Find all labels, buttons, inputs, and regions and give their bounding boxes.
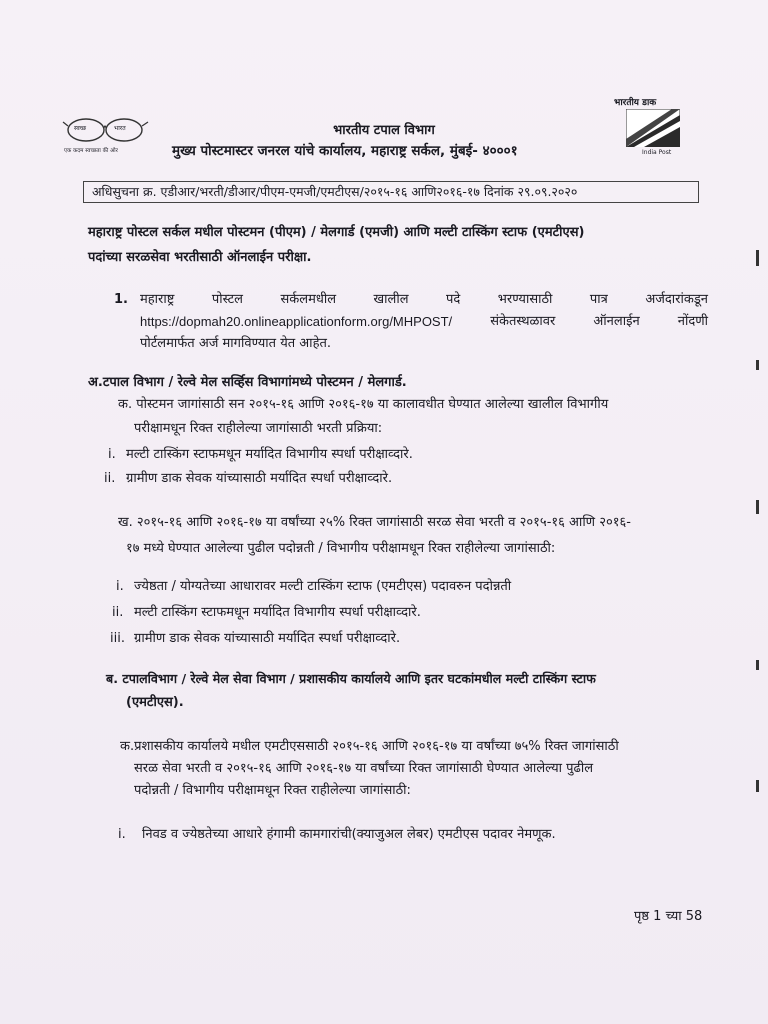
section-b-heading-line-2: (एमटीएस). bbox=[126, 695, 184, 710]
list-item-number: i. bbox=[118, 827, 126, 842]
point-1-word: भरण्यासाठी bbox=[497, 292, 553, 307]
point-1-number: 1. bbox=[114, 292, 128, 307]
point-1-word: महाराष्ट्र bbox=[140, 292, 175, 307]
emblem-text-left: स्वच्छ bbox=[74, 125, 87, 132]
section-a-ka-line-2: परीक्षामधून रिक्त राहीलेल्या जागांसाठी भरती प्रक्रिया: bbox=[134, 421, 383, 436]
point-1-word: सर्कलमधील bbox=[280, 292, 337, 307]
point-1-word: नोंदणी bbox=[677, 314, 708, 329]
scan-edge-marks bbox=[756, 240, 760, 840]
office-heading: मुख्य पोस्टमास्टर जनरल यांचे कार्यालय, महाराष्ट्र सर्कल, मुंबई- ४०००१ bbox=[172, 143, 518, 159]
logo-text-bottom: India Post bbox=[642, 149, 672, 156]
section-a-ka-line-1: क. पोस्टमन जागांसाठी सन २०१५-१६ आणि २०१६-१७ या कालावधीत घेण्यात आलेल्या खालील विभागीय bbox=[118, 397, 609, 412]
registration-url-link[interactable]: https://dopmah20.onlineapplicationform.org/MHPOST/ bbox=[140, 314, 453, 329]
point-1-word: पोस्टल bbox=[211, 292, 243, 307]
point-1-line-1 bbox=[140, 291, 708, 309]
point-1-word: संकेतस्थळावर bbox=[490, 314, 556, 329]
logo-text-top: भारतीय डाक bbox=[614, 98, 657, 108]
list-item-text: मल्टी टास्किंग स्टाफमधून मर्यादित विभागीय स्पर्धा परीक्षाव्दारे. bbox=[126, 447, 413, 462]
point-1-word: पात्र bbox=[589, 292, 608, 307]
list-item-number: iii. bbox=[110, 631, 125, 646]
section-b-heading-line-1: ब. टपालविभाग / रेल्वे मेल सेवा विभाग / प्रशासकीय कार्यालये आणि इतर घटकांमधील मल्टी टास्किंग स्टाफ bbox=[106, 671, 596, 686]
list-item-number: ii. bbox=[112, 605, 124, 620]
notice-reference-box: अधिसुचना क्र. एडीआर/भरती/डीआर/पीएम-एमजी/एमटीएस/२०१५-१६ आणि२०१६-१७ दिनांक २९.०९.२०२० bbox=[83, 181, 699, 203]
page-number: पृष्ठ 1 च्या 58 bbox=[634, 909, 703, 924]
section-b-ka-line-1: क.प्रशासकीय कार्यालये मधील एमटीएससाठी २०१५-१६ आणि २०१६-१७ या वर्षांच्या ७५% रिक्त जागांसाठी bbox=[120, 739, 619, 754]
list-item-text: ग्रामीण डाक सेवक यांच्यासाठी मर्यादित स्पर्धा परीक्षाव्दारे. bbox=[134, 631, 401, 646]
point-1-line-3: पोर्टलमार्फत अर्ज मागविण्यात येत आहेत. bbox=[140, 336, 332, 351]
list-item-text: ज्येष्ठता / योग्यतेच्या आधारावर मल्टी टास्किंग स्टाफ (एमटीएस) पदावरुन पदोन्नती bbox=[134, 579, 512, 594]
list-item-number: i. bbox=[108, 447, 116, 462]
section-a-kha-line-1: ख. २०१५-१६ आणि २०१६-१७ या वर्षांच्या २५% रिक्त जागांसाठी सरळ सेवा भरती व २०१५-१६ आणि २०१६- bbox=[118, 515, 631, 530]
point-1-line-2 bbox=[140, 313, 708, 331]
section-b-ka-line-2: सरळ सेवा भरती व २०१५-१६ आणि २०१६-१७ या वर्षांच्या रिक्त जागांसाठी घेण्यात आलेल्या पुढील bbox=[134, 761, 594, 776]
emblem-tagline: एक कदम स्वच्छता की ओर bbox=[64, 148, 118, 154]
list-item-text: ग्रामीण डाक सेवक यांच्यासाठी मर्यादित स्पर्धा परीक्षाव्दारे. bbox=[126, 471, 393, 486]
list-item-text: निवड व ज्येष्ठतेच्या आधारे हंगामी कामगारांची(क्याजुअल लेबर) एमटीएस पदावर नेमणूक. bbox=[142, 827, 556, 842]
section-a-heading: अ.टपाल विभाग / रेल्वे मेल सर्व्हिस विभागांमध्ये पोस्टमन / मेलगार्ड. bbox=[88, 375, 407, 390]
point-1-word: खालील bbox=[373, 292, 409, 307]
emblem-text-right: भारत bbox=[114, 125, 126, 132]
point-1-word: पदे bbox=[446, 292, 461, 307]
document-title-line-1: महाराष्ट्र पोस्टल सर्कल मधील पोस्टमन (पीएम) / मेलगार्ड (एमजी) आणि मल्टी टास्किंग स्टाफ (एमटीएस) bbox=[88, 225, 585, 240]
document-title-line-2: पदांच्या सरळसेवा भरतीसाठी ऑनलाईन परीक्षा. bbox=[88, 250, 312, 265]
department-heading: भारतीय टपाल विभाग bbox=[333, 123, 435, 138]
list-item-text: मल्टी टास्किंग स्टाफमधून मर्यादित विभागीय स्पर्धा परीक्षाव्दारे. bbox=[134, 605, 421, 620]
section-b-ka-line-3: पदोन्नती / विभागीय परीक्षामधून रिक्त राहीलेल्या जागांसाठी: bbox=[134, 783, 411, 798]
list-item-number: i. bbox=[116, 579, 124, 594]
section-a-kha-line-2: १७ मध्ये घेण्यात आलेल्या पुढील पदोन्नती / विभागीय परीक्षामधून रिक्त राहीलेल्या जागांसाठी: bbox=[126, 541, 556, 556]
point-1-word: ऑनलाईन bbox=[593, 314, 640, 329]
list-item-number: ii. bbox=[104, 471, 116, 486]
point-1-word: अर्जदारांकडून bbox=[645, 292, 708, 307]
